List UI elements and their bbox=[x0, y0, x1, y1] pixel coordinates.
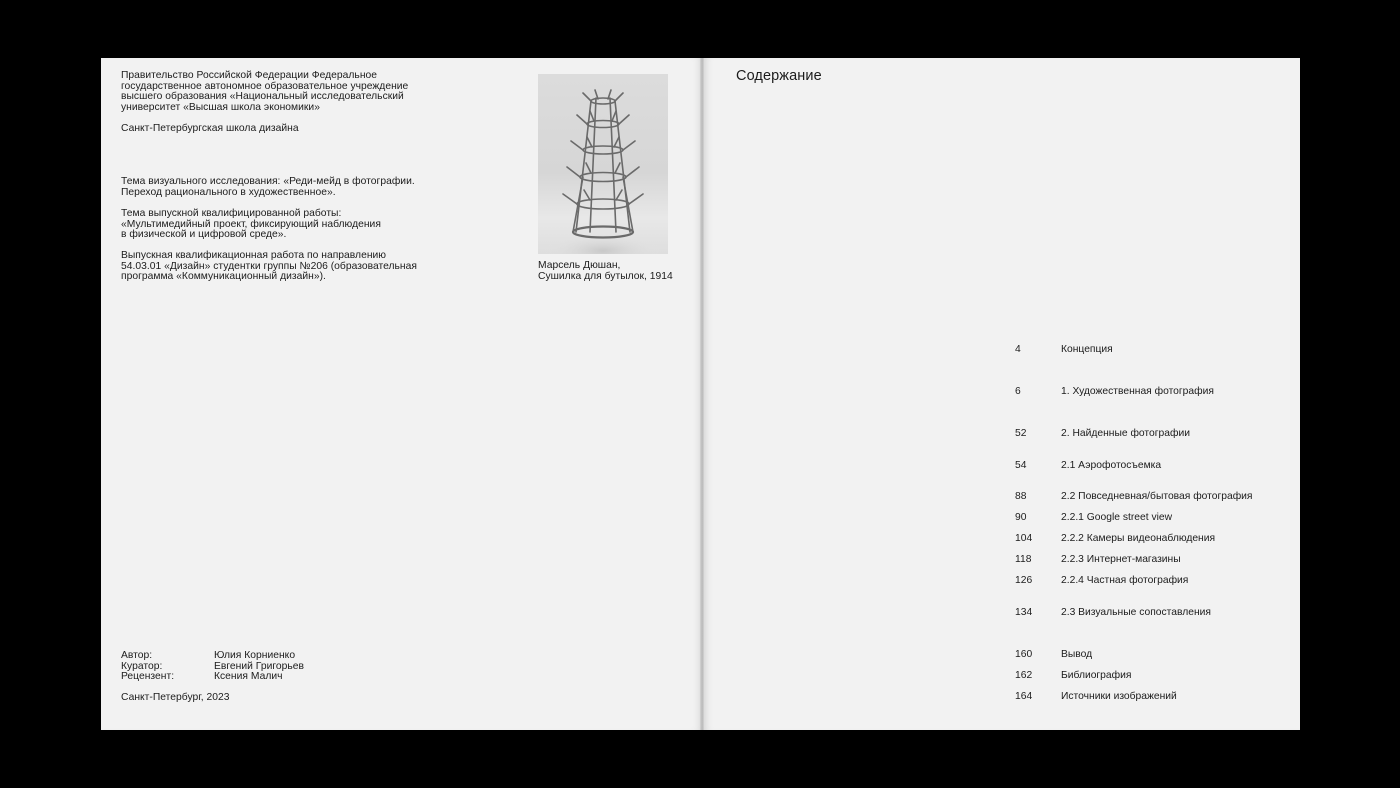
toc-entry-title: 2.2.2 Камеры видеонаблюдения bbox=[1061, 533, 1216, 544]
toc-entry-title: 2.2.1 Google street view bbox=[1061, 512, 1173, 523]
book-gutter bbox=[700, 58, 704, 730]
thesis-description bbox=[121, 251, 417, 283]
toc-page-number: 4 bbox=[1015, 344, 1021, 355]
left-page bbox=[101, 58, 703, 730]
credit-role: Куратор: bbox=[121, 660, 163, 672]
visual-topic-line: Тема визуального исследования: «Реди-мейд в фотографии. bbox=[121, 176, 415, 187]
bottle-rack-illustration bbox=[538, 74, 668, 254]
toc-entry-title: 2. Найденные фотографии bbox=[1061, 428, 1190, 439]
toc-page-number: 90 bbox=[1015, 512, 1027, 523]
toc-page-number: 126 bbox=[1015, 575, 1033, 586]
toc-entry bbox=[1015, 512, 1172, 524]
toc-entry-title: 2.2.3 Интернет-магазины bbox=[1061, 554, 1181, 565]
toc-entry-title: 2.1 Аэрофотосъемка bbox=[1061, 460, 1162, 471]
toc-entry bbox=[1015, 491, 1253, 503]
institution-line: Правительство Российской Федерации Федеральное bbox=[121, 70, 378, 81]
institution-line: государственное автономное образовательное учреждение bbox=[121, 80, 409, 92]
credit-name: Ксения Малич bbox=[214, 671, 283, 683]
toc-page-number: 118 bbox=[1015, 554, 1032, 565]
toc-entry-title: 2.2 Повседневная/бытовая фотография bbox=[1061, 491, 1253, 502]
credit-role: Рецензент: bbox=[121, 671, 175, 683]
school-name bbox=[121, 124, 299, 135]
thesis-topic-line: в физической и цифровой среде». bbox=[121, 229, 287, 241]
photo-caption bbox=[538, 261, 673, 282]
visual-research-topic bbox=[121, 177, 415, 198]
toc-page-number: 6 bbox=[1015, 386, 1021, 397]
credit-role: Автор: bbox=[121, 650, 153, 661]
bottle-rack-photo bbox=[538, 74, 668, 254]
school-name-text: Санкт-Петербургская школа дизайна bbox=[121, 123, 299, 134]
toc-entry bbox=[1015, 533, 1215, 545]
toc-entry bbox=[1015, 670, 1131, 682]
toc-page-number: 162 bbox=[1015, 670, 1033, 681]
toc-entry bbox=[1015, 691, 1177, 703]
institution-line: высшего образования «Национальный исследовательский bbox=[121, 91, 404, 103]
toc-entry bbox=[1015, 428, 1190, 440]
toc-entry bbox=[1015, 344, 1113, 356]
toc-entry-title: Источники изображений bbox=[1061, 691, 1177, 702]
toc-page-number: 160 bbox=[1015, 649, 1033, 660]
toc-page-number: 54 bbox=[1015, 460, 1027, 471]
toc-entry-title: 2.3 Визуальные сопоставления bbox=[1061, 607, 1211, 618]
toc-entry-title: 1. Художественная фотография bbox=[1061, 386, 1214, 397]
toc-page-number: 164 bbox=[1015, 691, 1033, 702]
toc-entry-title: Вывод bbox=[1061, 649, 1093, 660]
institution-text bbox=[121, 71, 408, 113]
toc-page-number: 88 bbox=[1015, 491, 1027, 502]
toc-entry-title: Библиография bbox=[1061, 670, 1132, 681]
toc-entry bbox=[1015, 554, 1181, 566]
visual-topic-line: Переход рационального в художественное». bbox=[121, 186, 336, 198]
city-year-text: Санкт-Петербург, 2023 bbox=[121, 692, 230, 703]
thesis-topic-line: Тема выпускной квалифицированной работы: bbox=[121, 208, 342, 219]
toc-entry bbox=[1015, 607, 1211, 619]
city-year bbox=[121, 693, 230, 704]
caption-line: Марсель Дюшан, bbox=[538, 260, 621, 271]
thesis-desc-line: 54.03.01 «Дизайн» студентки группы №206 (образовательная bbox=[121, 260, 417, 272]
toc-page-number: 104 bbox=[1015, 533, 1033, 544]
toc-entry-title: Концепция bbox=[1061, 344, 1113, 355]
toc-entry bbox=[1015, 649, 1092, 661]
caption-line: Сушилка для бутылок, 1914 bbox=[538, 270, 673, 282]
toc-page-number: 52 bbox=[1015, 428, 1027, 439]
toc-entry bbox=[1015, 386, 1214, 398]
toc-page-number: 134 bbox=[1015, 607, 1033, 618]
thesis-topic-line: «Мультимедийный проект, фиксирующий наблюдения bbox=[121, 218, 381, 230]
toc-entry bbox=[1015, 460, 1161, 472]
credit-name: Евгений Григорьев bbox=[214, 660, 305, 672]
thesis-topic bbox=[121, 209, 381, 241]
right-page bbox=[703, 58, 1300, 730]
thesis-desc-line: программа «Коммуникационный дизайн»). bbox=[121, 271, 326, 283]
credits-list bbox=[121, 651, 304, 683]
credit-name: Юлия Корниенко bbox=[214, 650, 296, 661]
thesis-desc-line: Выпускная квалификационная работа по направлению bbox=[121, 250, 387, 261]
toc-entry bbox=[1015, 575, 1188, 587]
institution-line: университет «Высшая школа экономики» bbox=[121, 101, 320, 113]
credit-row bbox=[121, 651, 304, 662]
credit-row bbox=[121, 672, 304, 683]
toc-entry-title: 2.2.4 Частная фотография bbox=[1061, 575, 1189, 586]
contents-title: Содержание bbox=[736, 68, 822, 84]
